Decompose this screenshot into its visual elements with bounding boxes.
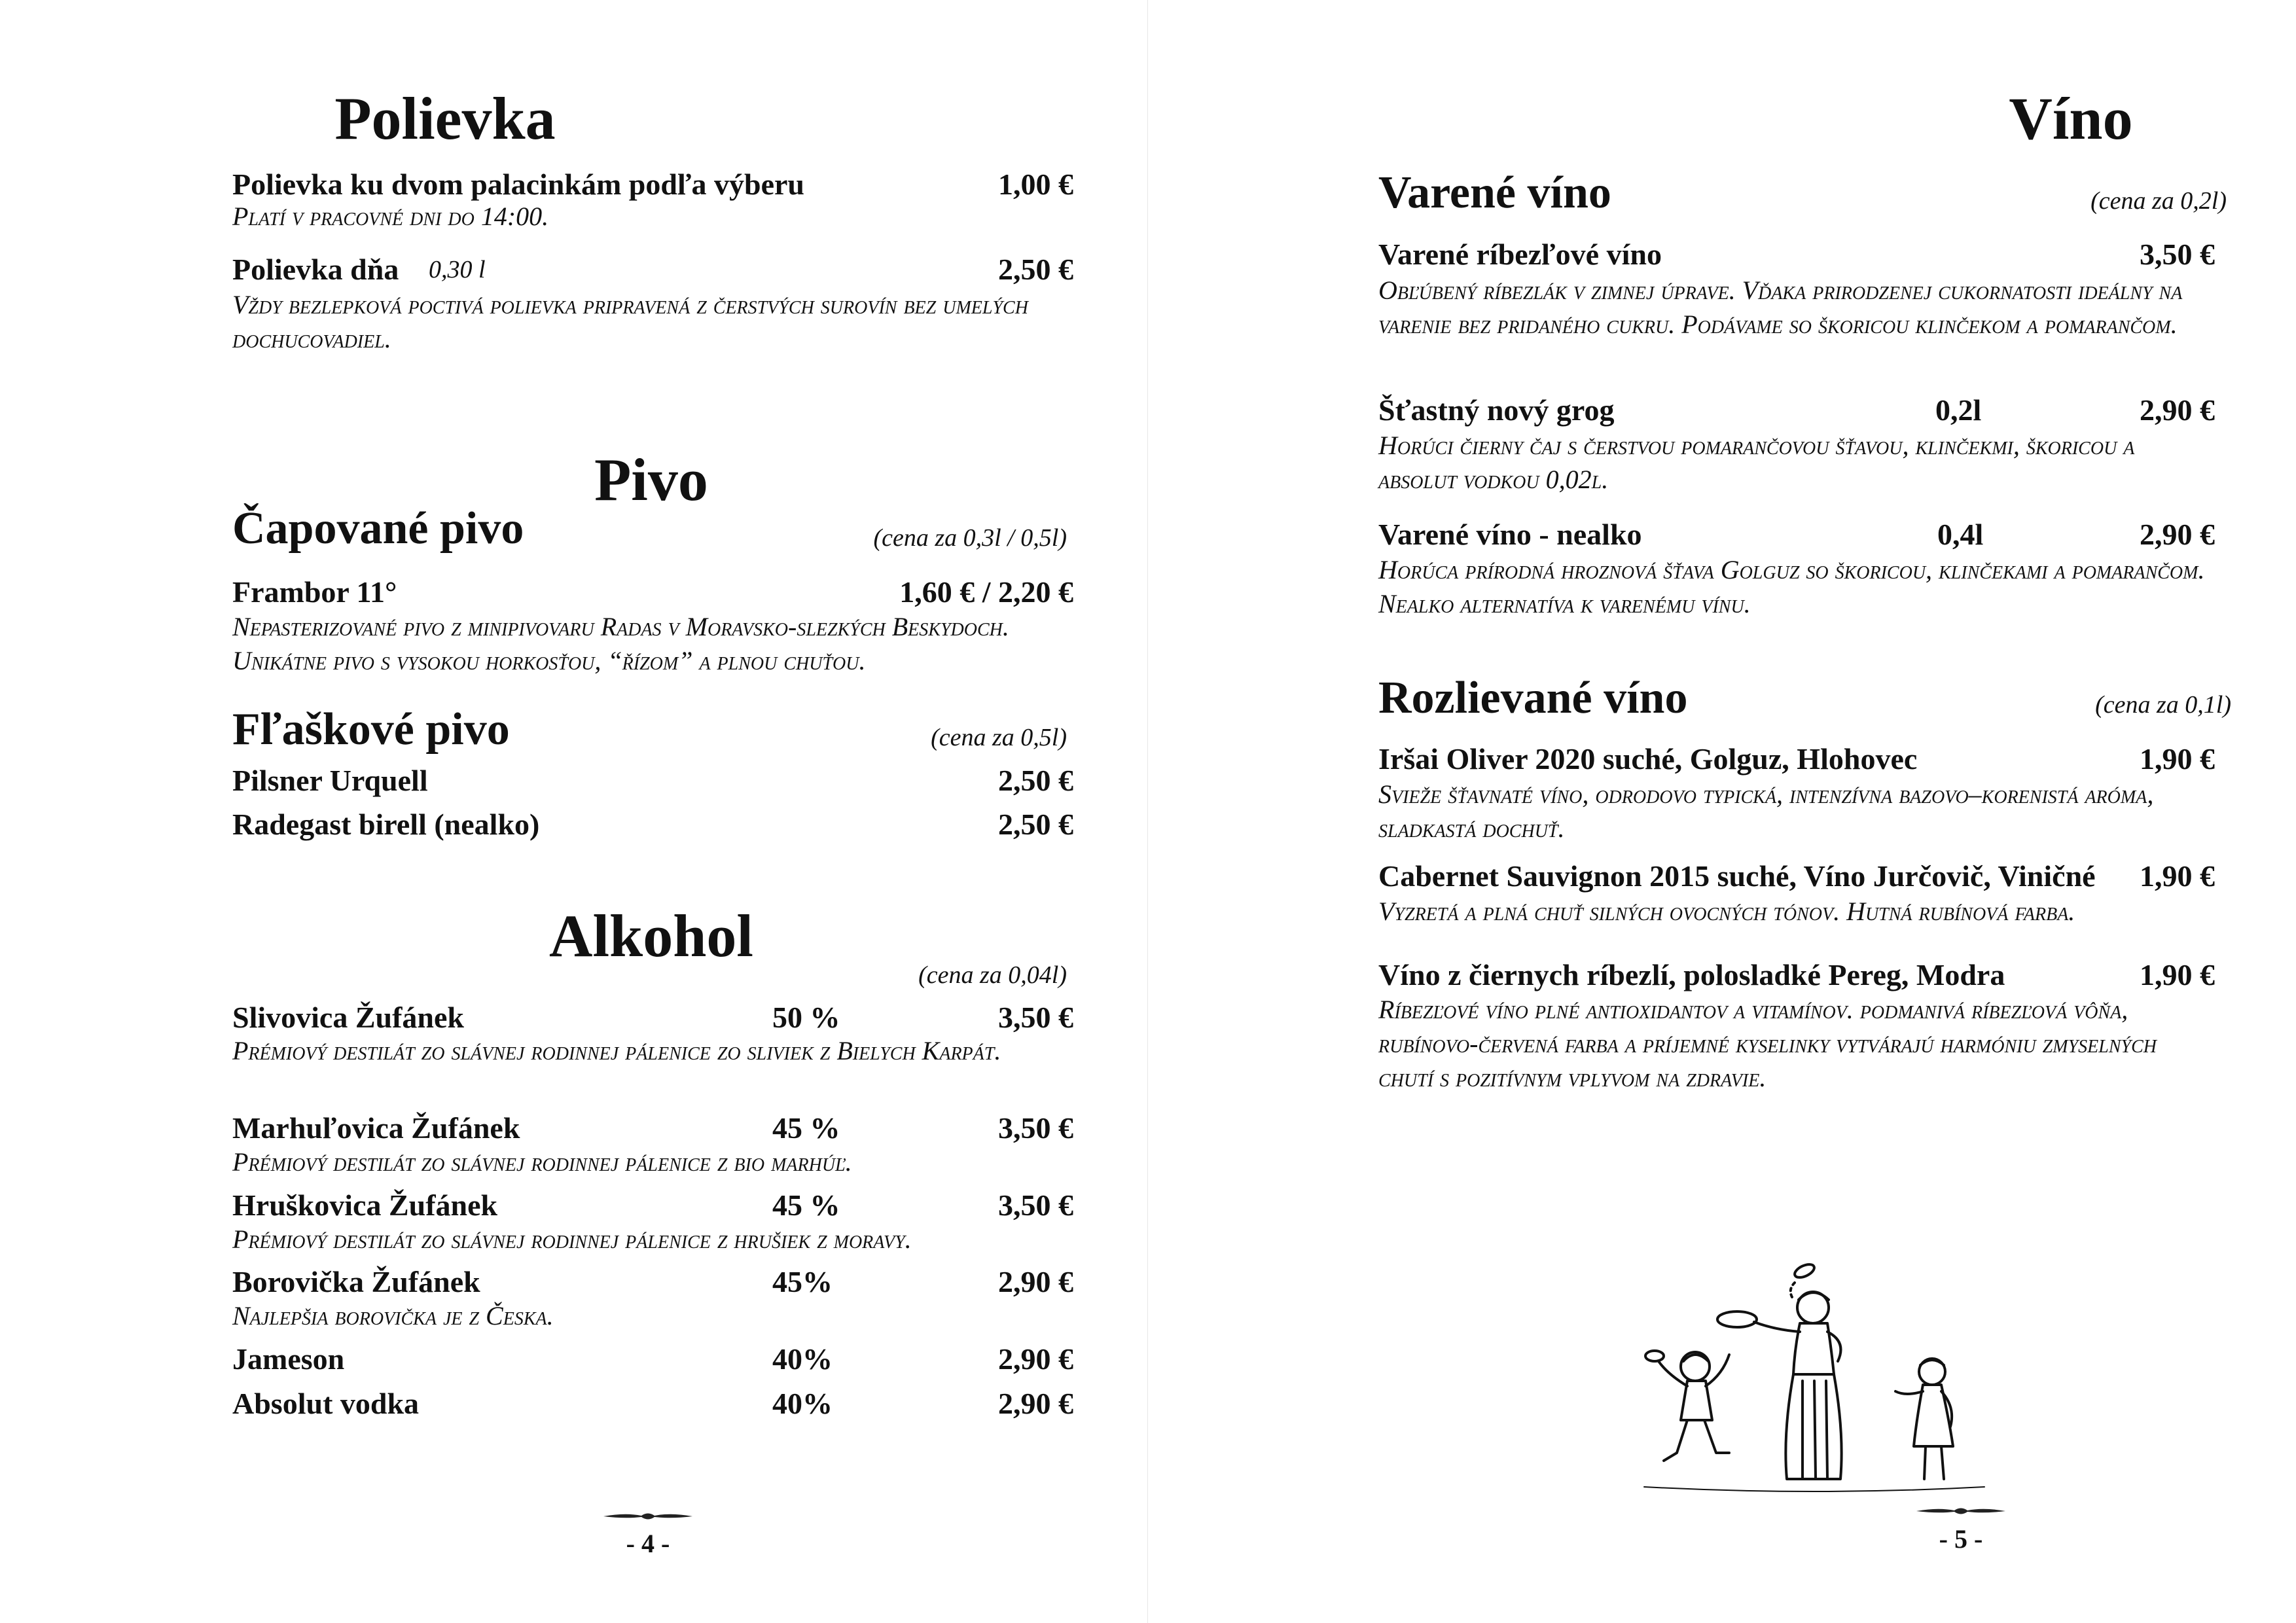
item-price: 2,90 € xyxy=(998,1265,1073,1298)
item-description: Prémiový destilát zo slávnej rodinnej pálenice zo sliviek z Bielych Karpát. xyxy=(232,1036,1001,1065)
item-name: Varené ríbezľové víno xyxy=(1378,238,1662,271)
item-price: 2,90 € xyxy=(998,1342,1073,1376)
item-description: Obľúbený ríbezlák v zimnej úprave. Vďaka prirodzenej cukornatosti ideálny na varenie bez pridaného cukru. Podávame so škoricou klinčekom a pomarančom. xyxy=(1378,276,2183,339)
item-price: 2,50 € xyxy=(998,764,1073,797)
item-price: 2,50 € xyxy=(998,253,1073,286)
price-unit-note: (cena za 0,3l / 0,5l) xyxy=(873,524,1067,552)
item-name: Šťastný nový grog xyxy=(1378,393,1615,427)
item-price: 1,60 € / 2,20 € xyxy=(899,575,1073,609)
item-price: 2,90 € xyxy=(2140,518,2215,551)
item-name: Slivovica Žufánek xyxy=(232,1001,465,1034)
item-price: 3,50 € xyxy=(998,1111,1073,1145)
item-description: Vždy bezlepková poctivá polievka pripravená z čerstvých surovín bez umelých dochucovadiel. xyxy=(232,290,1028,353)
item-name: Jameson xyxy=(232,1342,345,1376)
item-abv: 40% xyxy=(772,1387,833,1420)
item-price: 1,90 € xyxy=(2140,958,2215,991)
item-price: 1,90 € xyxy=(2140,859,2215,893)
section-title-alkohol: Alkohol xyxy=(549,902,753,969)
item-name: Marhuľovica Žufánek xyxy=(232,1111,520,1145)
item-quantity: 0,4l xyxy=(1937,518,1984,551)
item-description: Svieže šťavnaté víno, odrodovo typická, intenzívna bazovo–korenistá aróma, sladkastá dochuť. xyxy=(1378,779,2154,843)
ornament-divider-icon xyxy=(602,1508,694,1524)
right-page xyxy=(1148,0,2296,1623)
item-description: Horúci čierny čaj s čerstvou pomarančovou šťavou, klinčekmi, škoricou a absolut vodkou 0,02l. xyxy=(1378,431,2135,494)
item-name: Pilsner Urquell xyxy=(232,764,428,797)
item-name: Frambor 11° xyxy=(232,575,397,609)
ornament-divider-icon xyxy=(1915,1503,2007,1519)
item-name: Polievka ku dvom palacinkám podľa výberu xyxy=(232,168,804,201)
item-description: Prémiový destilát zo slávnej rodinnej pálenice z hrušiek z moravy. xyxy=(232,1224,912,1254)
item-price: 2,50 € xyxy=(998,808,1073,841)
item-quantity: 0,30 l xyxy=(429,256,486,283)
item-name: Polievka dňa xyxy=(232,253,399,286)
item-price: 3,50 € xyxy=(998,1001,1073,1034)
item-description: Ríbezľové víno plné antioxidantov a vitamínov. podmanivá ríbezľová vôňa, rubínovo-červená farba a príjemné kyselinky vytvárajú harmóniu zmyselných chutí s pozitívnym vplyvom na zdravie. xyxy=(1378,995,2157,1092)
item-description: Vyzretá a plná chuť silných ovocných tónov. Hutná rubínová farba. xyxy=(1378,897,2075,926)
pancake-cook-illustration xyxy=(1631,1257,1998,1505)
item-description: Prémiový destilát zo slávnej rodinnej pálenice z bio marhúľ. xyxy=(232,1147,852,1177)
item-price: 3,50 € xyxy=(998,1188,1073,1222)
item-price: 1,90 € xyxy=(2140,742,2215,776)
item-abv: 45% xyxy=(772,1265,833,1298)
item-price: 3,50 € xyxy=(2140,238,2215,271)
price-unit-note: (cena za 0,1l) xyxy=(2095,691,2231,719)
subsection-heading: Rozlievané víno xyxy=(1378,673,1688,723)
item-name: Varené víno - nealko xyxy=(1378,518,1642,551)
item-description: Platí v pracovné dni do 14:00. xyxy=(232,202,549,231)
section-title-pivo: Pivo xyxy=(594,446,708,513)
item-name: Borovička Žufánek xyxy=(232,1265,480,1298)
item-name: Absolut vodka xyxy=(232,1387,420,1420)
item-abv: 45 % xyxy=(772,1111,840,1145)
item-name: Hruškovica Žufánek xyxy=(232,1188,498,1222)
section-title-polievka: Polievka xyxy=(334,85,556,152)
section-title-vino: Víno xyxy=(2009,85,2133,152)
item-price: 2,90 € xyxy=(2140,393,2215,427)
subsection-heading: Čapované pivo xyxy=(232,503,524,554)
item-abv: 40% xyxy=(772,1342,833,1376)
subsection-heading: Varené víno xyxy=(1378,168,1611,218)
price-unit-note: (cena za 0,5l) xyxy=(931,724,1067,751)
item-description: Horúca prírodná hroznová šťava Golguz so škoricou, klinčekami a pomarančom. Nealko alternatíva k varenému vínu. xyxy=(1378,555,2205,618)
item-abv: 50 % xyxy=(772,1001,840,1034)
item-name: Cabernet Sauvignon 2015 suché, Víno Jurčovič, Viničné xyxy=(1378,859,2096,893)
page-number: - 4 - xyxy=(626,1529,670,1558)
item-name: Iršai Oliver 2020 suché, Golguz, Hlohovec xyxy=(1378,742,1918,776)
item-quantity: 0,2l xyxy=(1935,393,1982,427)
item-name: Víno z čiernych ríbezlí, polosladké Pereg, Modra xyxy=(1378,958,2005,991)
item-price: 1,00 € xyxy=(998,168,1073,201)
item-price: 2,90 € xyxy=(998,1387,1073,1420)
price-unit-note: (cena za 0,04l) xyxy=(918,961,1067,989)
item-name: Radegast birell (nealko) xyxy=(232,808,540,841)
price-unit-note: (cena za 0,2l) xyxy=(2090,187,2227,215)
subsection-heading: Fľaškové pivo xyxy=(232,704,510,755)
item-abv: 45 % xyxy=(772,1188,840,1222)
item-description: Najlepšia borovička je z Česka. xyxy=(232,1301,554,1330)
page-number: - 5 - xyxy=(1939,1524,1983,1554)
item-description: Nepasterizované pivo z minipivovaru Radas v Moravsko-slezkých Beskydoch. Unikátne pivo s vysokou horkosťou, “řízom” a plnou chuťou. xyxy=(232,612,1009,675)
